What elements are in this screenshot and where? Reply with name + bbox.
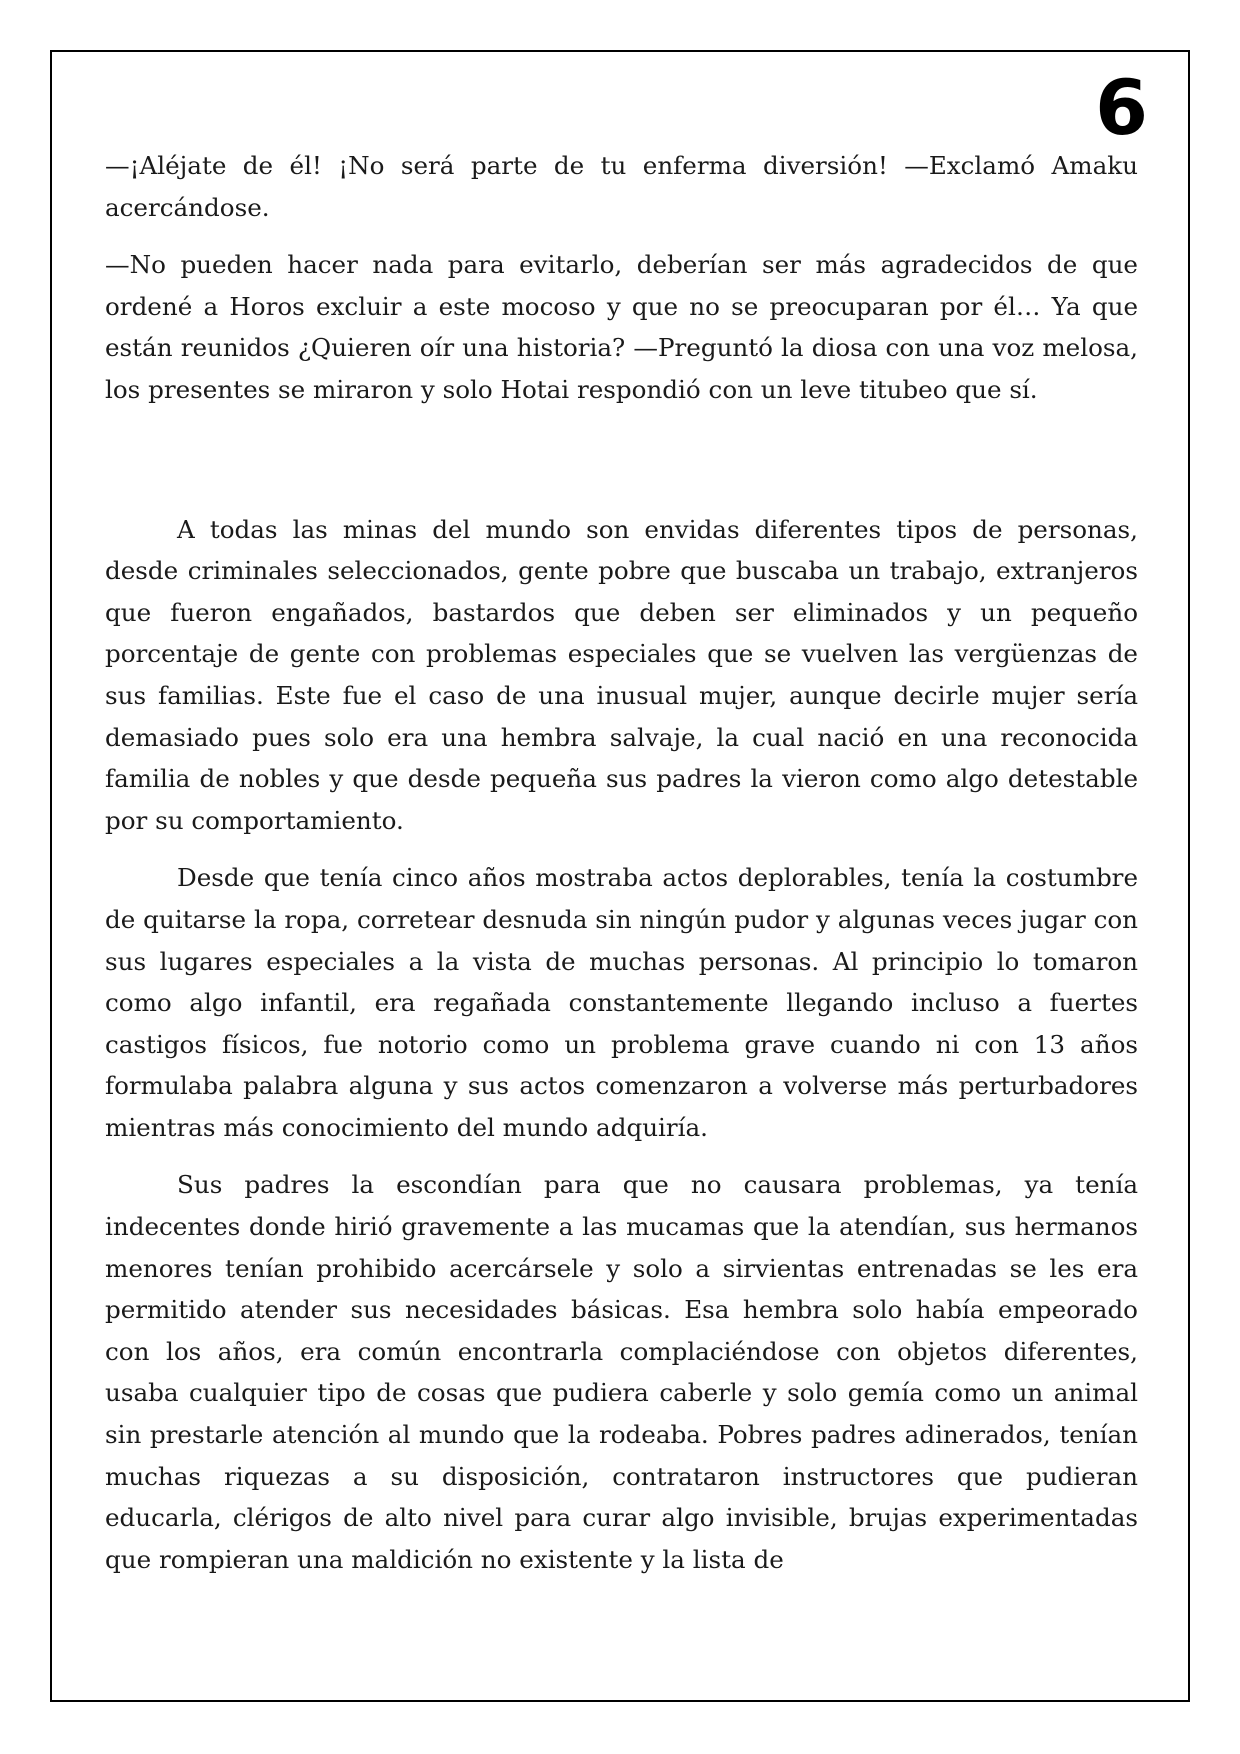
page-number: 6 bbox=[1095, 63, 1148, 152]
dialogue-paragraph: —¡Aléjate de él! ¡No será parte de tu enferma diversión! —Exclamó Amaku acercándose. bbox=[105, 151, 1138, 222]
narrative-paragraph: A todas las minas del mundo son envidas diferentes tipos de personas, desde criminales seleccionados, gente pobre que buscaba un trabajo, extranjeros que fueron engañados, bastardos que deben ser eliminados y un pequeño porcentaje de gente con problemas especiales que se vuelven las vergüenzas de sus familias. Este fue el caso de una inusual mujer, aunque decirle mujer sería demasiado pues solo era una hembra salvaje, la cual nació en una reconocida familia de nobles y que desde pequeña sus padres la vieron como algo detestable por su comportamiento. bbox=[105, 514, 1138, 835]
dialogue-paragraph: —No pueden hacer nada para evitarlo, deberían ser más agradecidos de que ordené a Horos excluir a este mocoso y que no se preocuparan por él… Ya que están reunidos ¿Quieren oír una historia? —Preguntó la diosa con una voz melosa, los presentes se miraron y solo Hotai respondió con un leve titubeo que sí. bbox=[105, 250, 1138, 404]
narrative-paragraph: Desde que tenía cinco años mostraba actos deplorables, tenía la costumbre de quitarse la ropa, corretear desnuda sin ningún pudor y algunas veces jugar con sus lugares especiales a la vista de muchas personas. Al principio lo tomaron como algo infantil, era regañada constantemente llegando incluso a fuertes castigos físicos, fue notorio como un problema grave cuando ni con 13 años formulaba palabra alguna y sus actos comenzaron a volverse más perturbadores mientras más conocimiento del mundo adquiría. bbox=[105, 863, 1138, 1142]
page-frame bbox=[50, 50, 1190, 1702]
narrative-paragraph: Sus padres la escondían para que no causara problemas, ya tenía indecentes donde hirió gravemente a las mucamas que la atendían, sus hermanos menores tenían prohibido acercársele y solo a sirvientas entrenadas se les era permitido atender sus necesidades básicas. Esa hembra solo había empeorado con los años, era común encontrarla complaciéndose con objetos diferentes, usaba cualquier tipo de cosas que pudiera caberle y solo gemía como un animal sin prestarle atención al mundo que la rodeaba. Pobres padres adinerados, tenían muchas riquezas a su disposición, contrataron instructores que pudieran educarla, clérigos de alto nivel para curar algo invisible, brujas experimentadas que rompieran una maldición no existente y la lista de bbox=[105, 1170, 1138, 1574]
page-content bbox=[105, 145, 1138, 1596]
